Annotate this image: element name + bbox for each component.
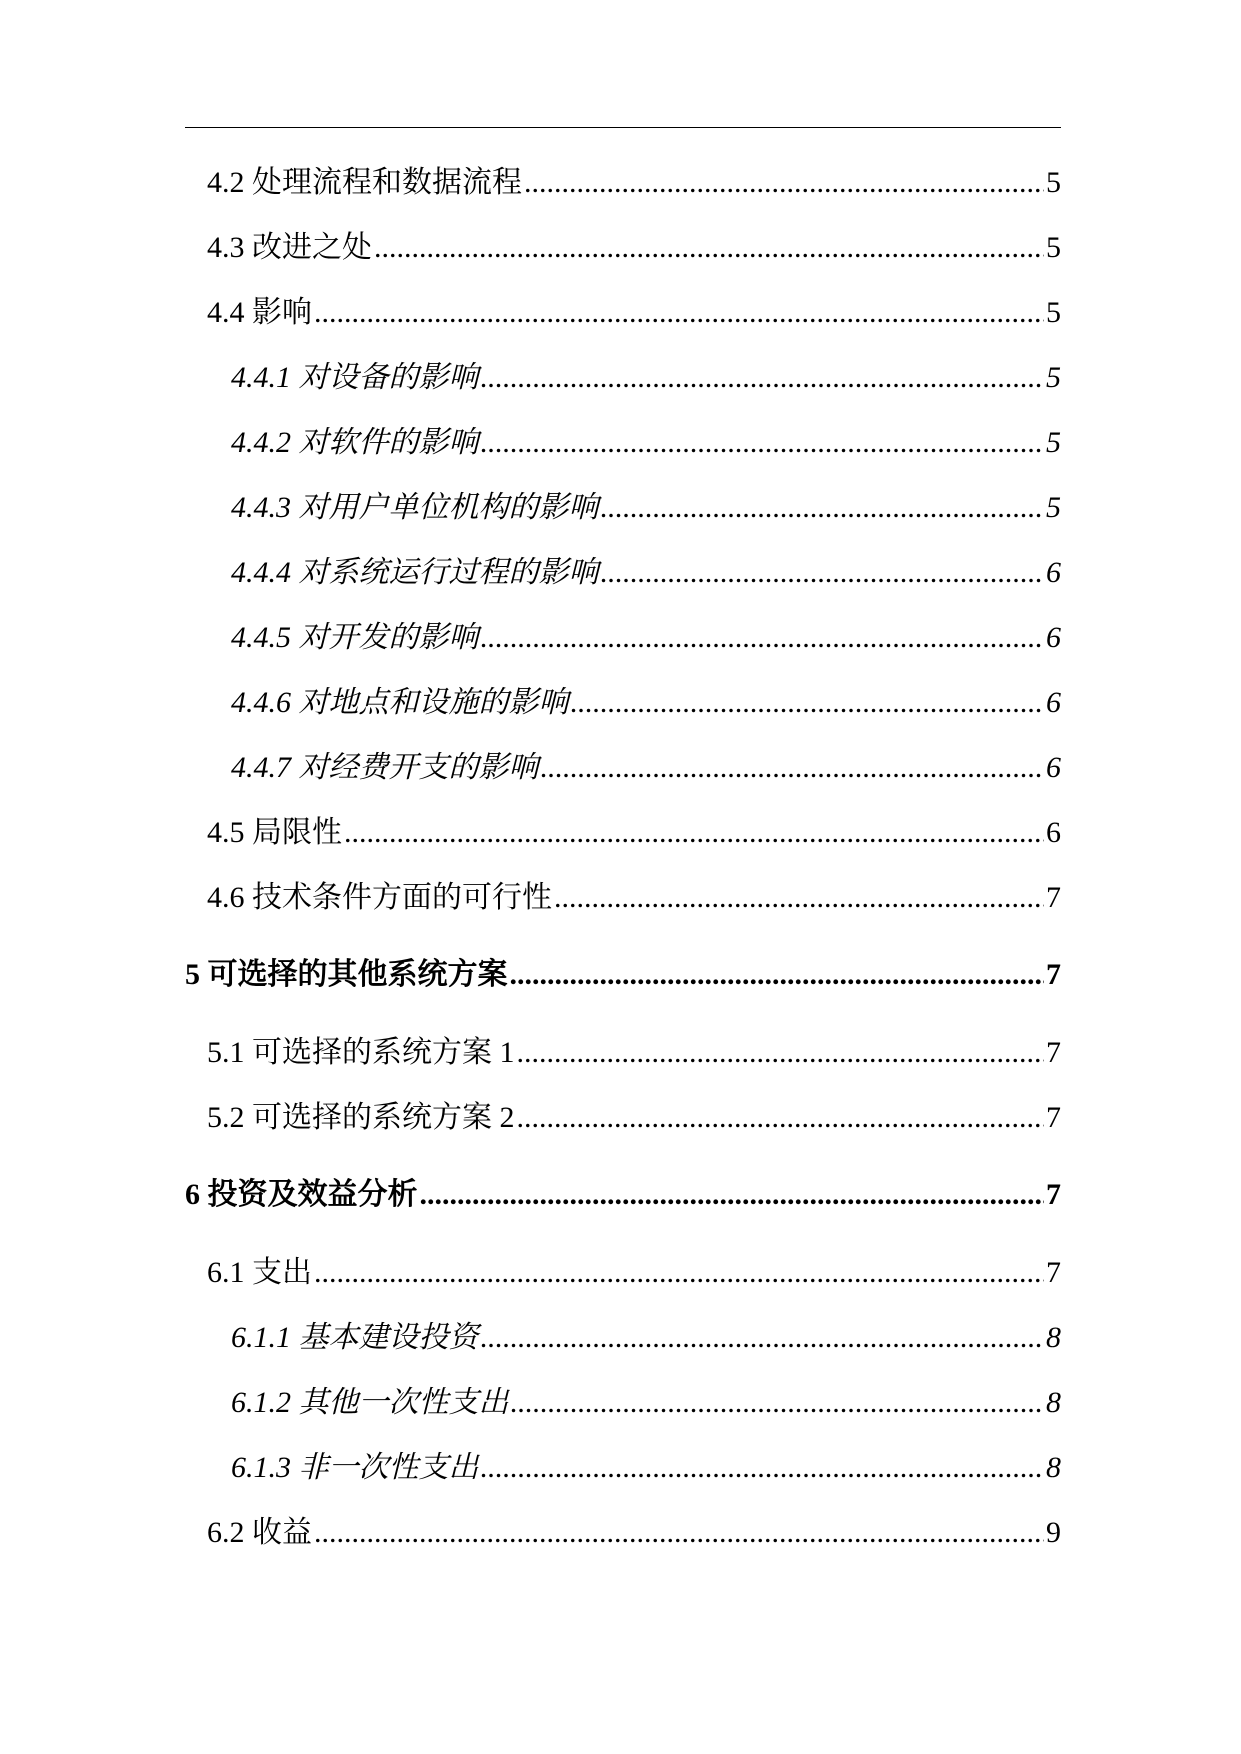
dot-leader [554,878,1044,918]
dot-leader [314,1253,1044,1293]
toc-entry-label: 6 投资及效益分析 [185,1178,418,1211]
toc-entry-label: 5.1 可选择的系统方案 1 [207,1036,515,1069]
toc-entry-label: 4.4.4 对系统运行过程的影响 [231,556,599,589]
toc-entry-page: 8 [1046,1386,1061,1419]
toc-entry[interactable] [185,358,1061,398]
dot-leader [481,423,1045,463]
dot-leader [314,293,1044,333]
toc-entry[interactable] [185,1033,1061,1073]
toc-entry-label: 5 可选择的其他系统方案 [185,958,508,991]
toc-entry[interactable] [185,228,1061,268]
toc-entry[interactable] [185,1253,1061,1293]
toc-entry[interactable] [185,163,1061,203]
dot-leader [601,553,1045,593]
toc-entry-page: 7 [1046,1178,1061,1211]
toc-entry[interactable] [185,813,1061,853]
toc-entry-page: 5 [1046,166,1061,199]
toc-entry-label: 6.1.2 其他一次性支出 [231,1386,509,1419]
toc-entry-label: 4.4.2 对软件的影响 [231,426,479,459]
toc-entry[interactable] [185,1098,1061,1138]
dot-leader [481,358,1045,398]
toc-entry-label: 4.2 处理流程和数据流程 [207,166,522,199]
toc-entry[interactable] [185,748,1061,788]
dot-leader [510,955,1045,995]
toc-entry-label: 4.4.6 对地点和设施的影响 [231,686,569,719]
dot-leader [517,1033,1045,1073]
toc-entry[interactable] [185,618,1061,658]
dot-leader [374,228,1044,268]
dot-leader [517,1098,1045,1138]
dot-leader [481,618,1045,658]
toc-entry-page: 7 [1046,958,1061,991]
dot-leader [314,1513,1044,1553]
toc-entry-page: 7 [1046,1256,1061,1289]
toc-entry-page: 6 [1046,751,1061,784]
toc-entry-page: 9 [1046,1516,1061,1549]
toc-entry-label: 6.2 收益 [207,1516,312,1549]
toc-entry-label: 4.4 影响 [207,296,312,329]
toc-entry-page: 6 [1046,556,1061,589]
toc-entry[interactable] [185,553,1061,593]
toc-entry-page: 5 [1046,231,1061,264]
toc-entry-page: 8 [1046,1451,1061,1484]
toc-entry-label: 4.6 技术条件方面的可行性 [207,881,552,914]
toc-entry-label: 4.4.1 对设备的影响 [231,361,479,394]
toc-entry-label: 6.1 支出 [207,1256,312,1289]
dot-leader [344,813,1044,853]
toc-entry-page: 5 [1046,361,1061,394]
toc-entry-page: 6 [1046,621,1061,654]
dot-leader [541,748,1045,788]
toc-entry-page: 5 [1046,491,1061,524]
toc-entry-label: 6.1.3 非一次性支出 [231,1451,479,1484]
toc-entry-label: 4.5 局限性 [207,816,342,849]
toc-entry-page: 7 [1046,1036,1061,1069]
dot-leader [481,1318,1045,1358]
header-rule [185,127,1061,128]
toc-entry-label: 4.4.7 对经费开支的影响 [231,751,539,784]
toc-entry-label: 4.3 改进之处 [207,231,372,264]
toc-entry-label: 4.4.3 对用户单位机构的影响 [231,491,599,524]
toc-entry-label: 4.4.5 对开发的影响 [231,621,479,654]
toc-entry-page: 6 [1046,816,1061,849]
toc-entry-page: 5 [1046,296,1061,329]
dot-leader [571,683,1045,723]
toc-entry[interactable] [185,683,1061,723]
toc-entry[interactable] [185,878,1061,918]
toc-entry[interactable] [185,1448,1061,1488]
toc-chapter-entry[interactable] [185,955,1061,995]
dot-leader [601,488,1045,528]
toc-entry[interactable] [185,1383,1061,1423]
toc-entry[interactable] [185,293,1061,333]
dot-leader [481,1448,1045,1488]
toc-entry-label: 5.2 可选择的系统方案 2 [207,1101,515,1134]
toc-entry[interactable] [185,1318,1061,1358]
toc-entry-page: 8 [1046,1321,1061,1354]
toc-entry-page: 7 [1046,1101,1061,1134]
toc-chapter-entry[interactable] [185,1175,1061,1215]
toc-entry[interactable] [185,423,1061,463]
toc-entry[interactable] [185,1513,1061,1553]
dot-leader [420,1175,1045,1215]
toc-entry-page: 5 [1046,426,1061,459]
toc-entry-label: 6.1.1 基本建设投资 [231,1321,479,1354]
dot-leader [524,163,1044,203]
toc-entry-page: 7 [1046,881,1061,914]
toc-entry-page: 6 [1046,686,1061,719]
dot-leader [511,1383,1045,1423]
toc-entry[interactable] [185,488,1061,528]
